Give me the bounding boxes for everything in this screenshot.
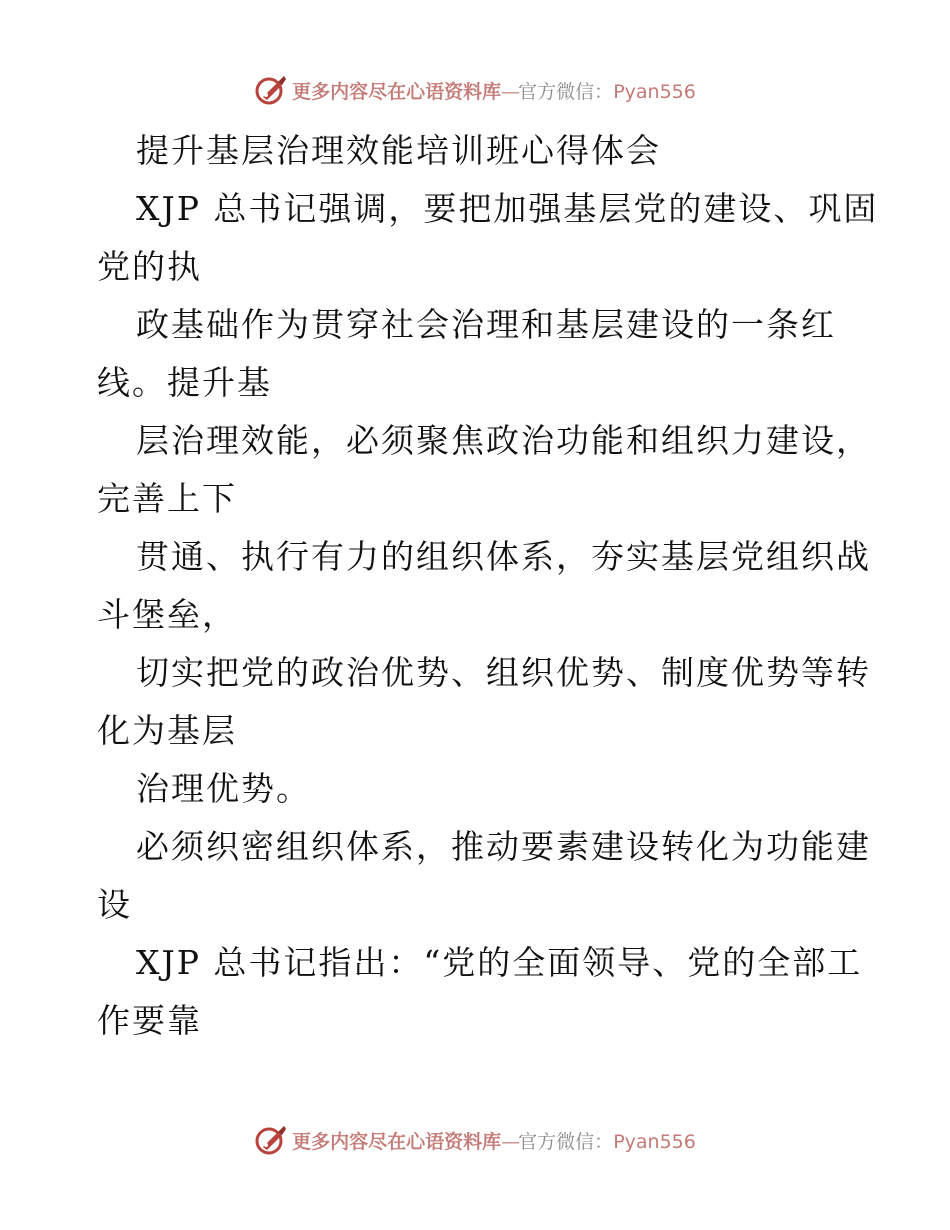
- paragraph-line: 贯通、执行有力的组织体系，夯实基层党组织战: [136, 537, 871, 576]
- paragraph-line: XJP 总书记指出：“党的全面领导、党的全部工: [136, 943, 863, 982]
- watermark-separator: —: [501, 1130, 519, 1153]
- watermark-main: 更多内容尽在心语资料库: [292, 1130, 502, 1153]
- paragraph-line: 线。提升基: [97, 363, 272, 402]
- watermark-text: [292, 1127, 696, 1154]
- paragraph-line: 切实把党的政治优势、组织优势、制度优势等转: [136, 653, 871, 692]
- paragraph-line: 政基础作为贯穿社会治理和基层建设的一条红: [136, 305, 836, 344]
- watermark-text: [292, 77, 696, 104]
- watermark-label: 官方微信：: [518, 1130, 614, 1153]
- watermark-id: Pyan556: [613, 1130, 696, 1153]
- watermark-label: 官方微信：: [518, 80, 614, 103]
- paragraph-line: XJP 总书记强调，要把加强基层党的建设、巩固: [136, 189, 879, 228]
- watermark-group: [254, 1123, 696, 1157]
- document-title: 提升基层治理效能培训班心得体会: [136, 131, 661, 170]
- pen-logo-icon: [254, 73, 288, 107]
- paragraph-line: 必须织密组织体系，推动要素建设转化为功能建: [136, 827, 871, 866]
- paragraph-line: 层治理效能，必须聚焦政治功能和组织力建设，: [136, 421, 871, 460]
- paragraph-line: 党的执: [97, 247, 202, 286]
- watermark-id: Pyan556: [613, 80, 696, 103]
- paragraph-line: 设: [97, 885, 132, 924]
- paragraph-line: 作要靠: [97, 1001, 202, 1040]
- paragraph-line: 治理优势。: [136, 769, 311, 808]
- header-watermark: [0, 70, 950, 110]
- paragraph-line: 斗堡垒，: [97, 595, 237, 634]
- pen-logo-icon: [254, 1123, 288, 1157]
- watermark-group: [254, 73, 696, 107]
- document-body: [97, 122, 879, 1050]
- paragraph-line: 完善上下: [97, 479, 237, 518]
- watermark-separator: —: [501, 80, 519, 103]
- paragraph-line: 化为基层: [97, 711, 237, 750]
- footer-watermark: [0, 1120, 950, 1160]
- watermark-main: 更多内容尽在心语资料库: [292, 80, 502, 103]
